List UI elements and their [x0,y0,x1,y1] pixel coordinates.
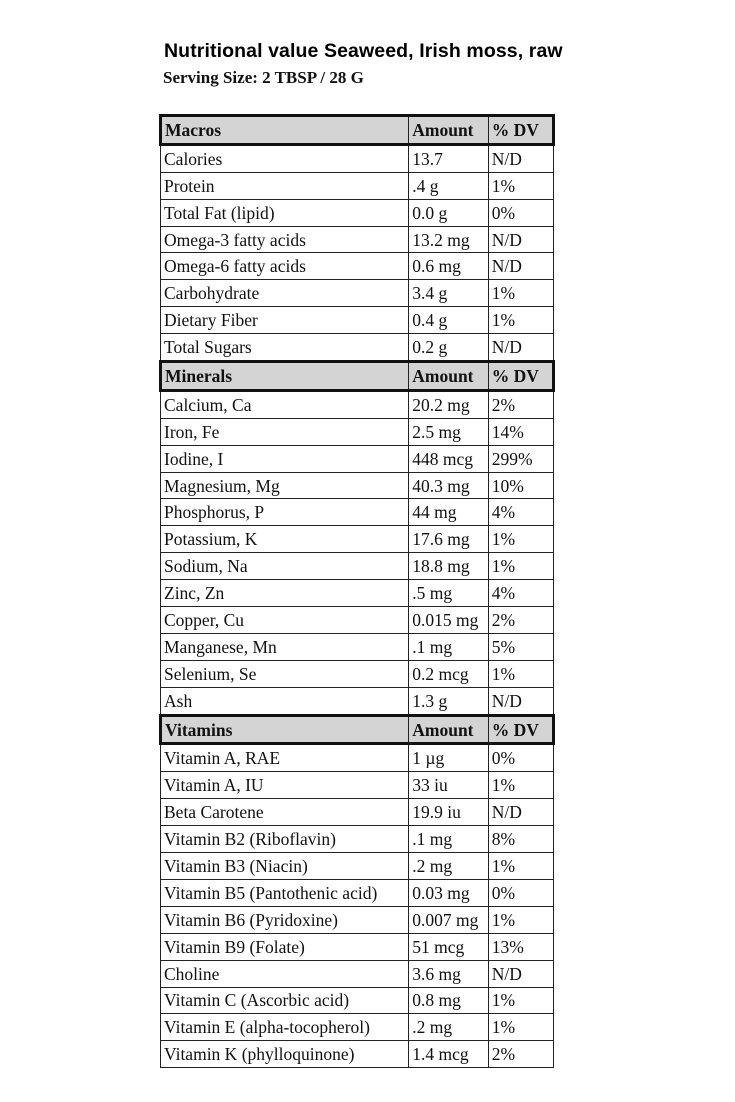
nutrient-amount: 3.6 mg [409,960,488,987]
daily-value: N/D [488,226,553,253]
table-row [161,445,554,472]
daily-value: 299% [488,445,553,472]
nutrition-table [159,114,555,1068]
nutrient-amount: 0.0 g [409,199,488,226]
daily-value: 4% [488,499,553,526]
amount-header: Amount [409,362,488,391]
nutrient-amount: 0.015 mg [409,607,488,634]
dv-header: % DV [488,362,553,391]
table-row [161,390,554,418]
section-name: Vitamins [161,715,409,744]
daily-value: 0% [488,744,553,772]
table-row [161,472,554,499]
daily-value: 13% [488,933,553,960]
nutrient-amount: 19.9 iu [409,799,488,826]
nutrient-amount: 1.3 g [409,687,488,715]
table-row [161,772,554,799]
table-row [161,172,554,199]
daily-value: 2% [488,390,553,418]
nutrient-name: Vitamin B5 (Pantothenic acid) [161,879,409,906]
daily-value: 1% [488,987,553,1014]
nutrient-amount: 448 mcg [409,445,488,472]
table-row [161,226,554,253]
daily-value: N/D [488,960,553,987]
table-row [161,660,554,687]
table-row [161,499,554,526]
daily-value: N/D [488,253,553,280]
nutrient-amount: 0.2 g [409,334,488,362]
nutrient-amount: .5 mg [409,580,488,607]
nutrient-amount: 0.007 mg [409,906,488,933]
section-header-macros [161,116,554,145]
daily-value: 1% [488,307,553,334]
table-row [161,826,554,853]
nutrient-name: Omega-3 fatty acids [161,226,409,253]
serving-size: Serving Size: 2 TBSP / 28 G [163,68,364,87]
table-row [161,687,554,715]
nutrient-name: Copper, Cu [161,607,409,634]
nutrient-name: Sodium, Na [161,553,409,580]
daily-value: 1% [488,172,553,199]
nutrient-name: Vitamin C (Ascorbic acid) [161,987,409,1014]
daily-value: 10% [488,472,553,499]
daily-value: 1% [488,280,553,307]
daily-value: 2% [488,1041,553,1068]
section-header-minerals [161,362,554,391]
nutrient-amount: .2 mg [409,1014,488,1041]
table-row [161,418,554,445]
daily-value: 8% [488,826,553,853]
amount-header: Amount [409,715,488,744]
nutrient-name: Omega-6 fatty acids [161,253,409,280]
nutrient-amount: 1 µg [409,744,488,772]
nutrient-name: Potassium, K [161,526,409,553]
nutrient-name: Total Fat (lipid) [161,199,409,226]
nutrient-amount: .1 mg [409,826,488,853]
nutrient-amount: 51 mcg [409,933,488,960]
table-row [161,580,554,607]
nutrient-amount: 0.4 g [409,307,488,334]
dv-header: % DV [488,116,553,145]
nutrient-name: Ash [161,687,409,715]
nutrient-amount: 0.03 mg [409,879,488,906]
nutrient-name: Calories [161,144,409,172]
daily-value: 0% [488,879,553,906]
daily-value: 1% [488,660,553,687]
daily-value: N/D [488,799,553,826]
table-row [161,607,554,634]
nutrient-amount: 0.8 mg [409,987,488,1014]
table-row [161,987,554,1014]
nutrient-name: Vitamin A, IU [161,772,409,799]
daily-value: N/D [488,144,553,172]
nutrient-amount: .4 g [409,172,488,199]
nutrient-name: Choline [161,960,409,987]
nutrient-amount: .2 mg [409,853,488,880]
daily-value: 1% [488,853,553,880]
table-row [161,853,554,880]
nutrient-name: Manganese, Mn [161,633,409,660]
table-row [161,1014,554,1041]
nutrient-name: Vitamin E (alpha-tocopherol) [161,1014,409,1041]
nutrient-amount: .1 mg [409,633,488,660]
nutrient-amount: 3.4 g [409,280,488,307]
nutrient-name: Vitamin B9 (Folate) [161,933,409,960]
nutrient-name: Magnesium, Mg [161,472,409,499]
daily-value: N/D [488,687,553,715]
nutrient-amount: 18.8 mg [409,553,488,580]
page-title: Nutritional value Seaweed, Irish moss, raw [164,40,563,62]
nutrient-amount: 2.5 mg [409,418,488,445]
nutrient-name: Calcium, Ca [161,390,409,418]
daily-value: 1% [488,553,553,580]
nutrient-amount: 0.2 mcg [409,660,488,687]
nutrient-name: Vitamin B6 (Pyridoxine) [161,906,409,933]
nutrient-name: Zinc, Zn [161,580,409,607]
table-row [161,526,554,553]
nutrient-name: Phosphorus, P [161,499,409,526]
section-name: Minerals [161,362,409,391]
nutrient-amount: 0.6 mg [409,253,488,280]
table-row [161,1041,554,1068]
table-row [161,744,554,772]
daily-value: N/D [488,334,553,362]
section-header-vitamins [161,715,554,744]
table-row [161,906,554,933]
dv-header: % DV [488,715,553,744]
table-row [161,280,554,307]
table-row [161,633,554,660]
nutrient-name: Vitamin B2 (Riboflavin) [161,826,409,853]
nutrient-name: Iron, Fe [161,418,409,445]
nutrient-amount: 20.2 mg [409,390,488,418]
table-row [161,799,554,826]
nutrient-name: Vitamin A, RAE [161,744,409,772]
nutrition-table-body [161,116,554,1068]
daily-value: 1% [488,1014,553,1041]
nutrient-name: Selenium, Se [161,660,409,687]
table-row [161,334,554,362]
table-row [161,199,554,226]
daily-value: 0% [488,199,553,226]
table-row [161,553,554,580]
nutrient-amount: 40.3 mg [409,472,488,499]
daily-value: 2% [488,607,553,634]
section-name: Macros [161,116,409,145]
nutrient-name: Beta Carotene [161,799,409,826]
nutrient-amount: 44 mg [409,499,488,526]
amount-header: Amount [409,116,488,145]
daily-value: 1% [488,526,553,553]
nutrient-name: Iodine, I [161,445,409,472]
daily-value: 14% [488,418,553,445]
table-row [161,253,554,280]
nutrient-amount: 33 iu [409,772,488,799]
daily-value: 5% [488,633,553,660]
nutrient-amount: 13.2 mg [409,226,488,253]
table-row [161,960,554,987]
nutrient-amount: 1.4 mcg [409,1041,488,1068]
daily-value: 1% [488,906,553,933]
nutrient-name: Total Sugars [161,334,409,362]
nutrient-name: Vitamin B3 (Niacin) [161,853,409,880]
table-row [161,933,554,960]
daily-value: 1% [488,772,553,799]
table-row [161,879,554,906]
table-row [161,307,554,334]
nutrient-amount: 17.6 mg [409,526,488,553]
nutrient-amount: 13.7 [409,144,488,172]
nutrient-name: Protein [161,172,409,199]
nutrient-name: Dietary Fiber [161,307,409,334]
daily-value: 4% [488,580,553,607]
nutrient-name: Vitamin K (phylloquinone) [161,1041,409,1068]
nutrient-name: Carbohydrate [161,280,409,307]
table-row [161,144,554,172]
